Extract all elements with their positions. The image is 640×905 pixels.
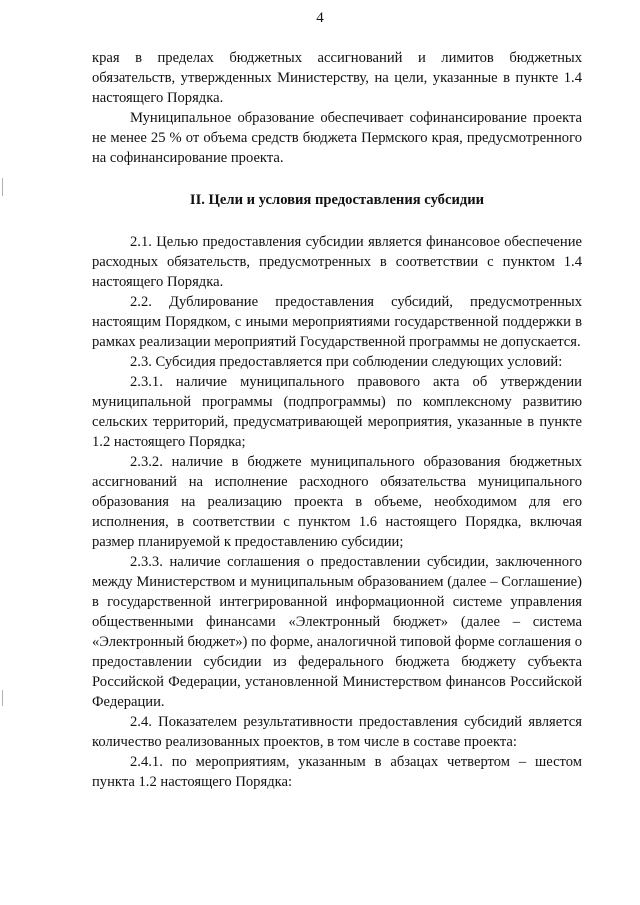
scan-edge-mark-bottom: [2, 690, 3, 706]
paragraph-cofinancing: Муниципальное образование обеспечивает софинансирование проекта не менее 25 % от объема средств бюджета Пермского края, предусмотренного на софинансирование проекта.: [92, 110, 582, 166]
paragraph-2-2: 2.2. Дублирование предоставления субсидий, предусмотренных настоящим Порядком, с иными мероприятиями государственной поддержки в рамках реализации мероприятий Государственной программы не допускается.: [92, 294, 582, 350]
paragraph-2-4-1: 2.4.1. по мероприятиям, указанным в абзацах четвертом – шестом пункта 1.2 настоящего Порядка:: [92, 754, 582, 790]
paragraph-2-1: 2.1. Целью предоставления субсидии является финансовое обеспечение расходных обязательств, предусмотренных в соответствии с пунктом 1.4 настоящего Порядка.: [92, 234, 582, 290]
scan-edge-mark-top: [2, 178, 3, 196]
section-heading: II. Цели и условия предоставления субсидии: [189, 192, 485, 208]
paragraph-budget-limits: края в пределах бюджетных ассигнований и лимитов бюджетных обязательств, утвержденных Министерству, на цели, указанные в пункте 1.4 настоящего Порядка.: [92, 50, 582, 106]
paragraph-2-3-1: 2.3.1. наличие муниципального правового акта об утверждении муниципальной программы (подпрограммы) по комплексному развитию сельских территорий, предусматривающей мероприятия, указанные в пункте 1.2 настоящего Порядка;: [92, 374, 582, 450]
paragraph-2-3-3: 2.3.3. наличие соглашения о предоставлении субсидии, заключенного между Министерством и муниципальным образованием (далее – Соглашение) в государственной интегрированной информационной системе управления общественными финансами «Электронный бюджет» (далее – система «Электронный бюджет») по форме, аналогичной типовой форме соглашения о предоставлении субсидии из федерального бюджета бюджету субъекта Российской Федерации, установленной Министерством финансов Российской Федерации.: [92, 554, 582, 710]
paragraph-2-3-2: 2.3.2. наличие в бюджете муниципального образования бюджетных ассигнований на исполнение расходного обязательства муниципального образования на реализацию проекта в объеме, необходимом для его исполнения, в соответствии с пунктом 1.6 настоящего Порядка, включая размер планируемой к предоставлению субсидии;: [92, 454, 582, 550]
document-body: [92, 48, 582, 792]
paragraph-2-4: 2.4. Показателем результативности предоставления субсидий является количество реализованных проектов, в том числе в составе проекта:: [92, 714, 582, 750]
page-number: 4: [316, 10, 324, 26]
paragraph-2-3: 2.3. Субсидия предоставляется при соблюдении следующих условий:: [130, 354, 563, 370]
